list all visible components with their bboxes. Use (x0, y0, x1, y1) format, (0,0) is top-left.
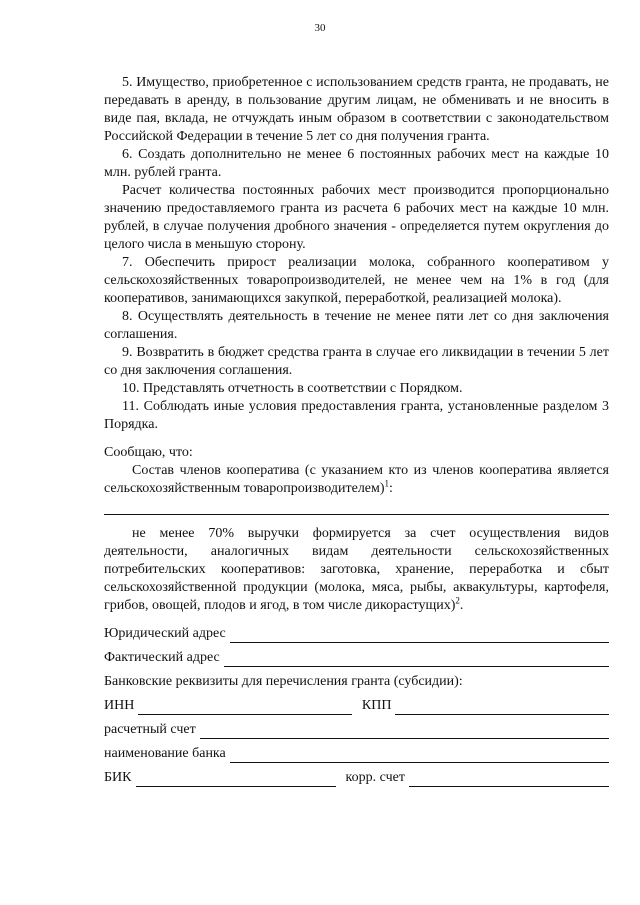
footnote-2: 2 (455, 595, 460, 606)
members-paragraph: Состав членов кооператива (с указанием кто из членов кооператива является сельскохозяйственным товаропроизводителем)$^1$: (104, 463, 609, 496)
corr-account-label: корр. счет (345, 770, 405, 785)
account-line[interactable] (200, 724, 609, 739)
corr-account-line[interactable] (409, 772, 609, 787)
kpp-label: КПП (361, 698, 392, 713)
account-label: расчетный счет (104, 722, 196, 737)
item-10: 10. Представлять отчетность в соответствии с Порядком. (122, 381, 463, 396)
bank-heading: Банковские реквизиты для перечисления гранта (субсидии): (104, 674, 463, 689)
legal-address-field (104, 625, 609, 643)
bank-name-field (104, 745, 609, 763)
legal-address-line[interactable] (230, 628, 609, 643)
document-body (104, 74, 609, 787)
item-8: 8. Осуществлять деятельность в течение не менее пяти лет со дня заключения соглашения. (104, 309, 609, 342)
actual-address-field (104, 649, 609, 667)
page-number: 30 (314, 22, 326, 34)
inn-kpp-field (104, 697, 609, 715)
report-heading: Сообщаю, что: (104, 445, 193, 460)
item-11: 11. Соблюдать иные условия предоставления гранта, установленные разделом 3 Порядка. (104, 399, 609, 432)
inn-line[interactable] (138, 700, 352, 715)
actual-address-label: Фактический адрес (104, 650, 220, 665)
account-field (104, 721, 609, 739)
footnote-1: 1 (384, 478, 390, 489)
members-input-line[interactable] (104, 500, 609, 515)
legal-address-label: Юридический адрес (104, 626, 226, 641)
item-6: 6. Создать дополнительно не менее 6 постоянных рабочих мест на каждые 10 млн. рублей гранта. (104, 147, 609, 180)
bank-name-line[interactable] (230, 748, 609, 763)
kpp-line[interactable] (395, 700, 609, 715)
bik-label: БИК (104, 770, 132, 785)
inn-label: ИНН (104, 698, 135, 713)
bik-line[interactable] (136, 772, 336, 787)
item-7: 7. Обеспечить прирост реализации молока, собранного кооперативом у сельскохозяйственных товаропроизводителей, не менее чем на 1% в год (для кооперативов, занимающихся закупкой, переработкой, реализацией молока). (104, 255, 609, 306)
bik-corr-field (104, 769, 609, 787)
revenue-paragraph: не менее 70% выручки формируется за счет осуществления видов деятельности, аналогичных видам деятельности сельскохозяйственных потребительских кооперативов: заготовка, хранение, переработка и сбыт сельскохозяйственной продукции (молока, мяса, рыбы, аквакультуры, картофеля, грибов, овощей, плодов и ягод, в том числе дикорастущих)$^2$. (104, 526, 609, 613)
members-text: Состав членов кооператива (с указанием кто из членов кооператива является сельскохозяйственным товаропроизводителем) (104, 463, 609, 496)
bank-name-label: наименование банка (104, 746, 226, 761)
revenue-text: не менее 70% выручки формируется за счет осуществления видов деятельности, аналогичных видам деятельности сельскохозяйственных потребительских кооперативов: заготовка, хранение, переработка и сбыт сельскохозяйственной продукции (молока, мяса, рыбы, аквакультуры, картофеля, грибов, овощей, плодов и ягод, в том числе дикорастущих) (104, 526, 609, 613)
item-6-calculation: Расчет количества постоянных рабочих мест производится пропорционально значению предоставляемого гранта из расчета 6 рабочих мест на каждые 10 млн. рублей, в случае получения дробного значения - определяется путем округления до целого числа в меньшую сторону. (104, 183, 609, 252)
item-5: 5. Имущество, приобретенное с использованием средств гранта, не продавать, не передавать в аренду, в пользование другим лицам, не обменивать и не вносить в виде пая, вклада, не отчуждать иным образом в соответствии с законодательством Российской Федерации в течение 5 лет со дня получения гранта. (104, 75, 609, 144)
item-9: 9. Возвратить в бюджет средства гранта в случае его ликвидации в течении 5 лет со дня заключения соглашения. (104, 345, 609, 378)
actual-address-line[interactable] (224, 652, 609, 667)
